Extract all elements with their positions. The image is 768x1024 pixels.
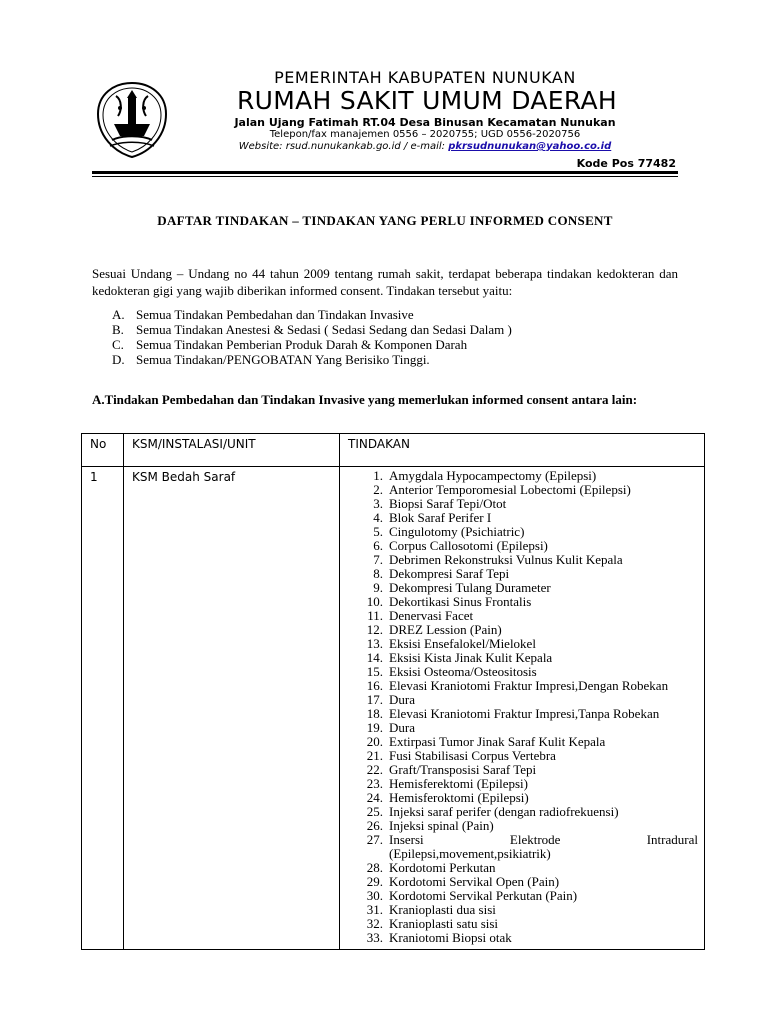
procedure-text: Injeksi saraf perifer (dengan radiofrekuensi) [389,804,619,819]
document-title: DAFTAR TINDAKAN – TINDAKAN YANG PERLU INFORMED CONSENT [157,213,613,228]
procedure-number: 29. [366,874,383,889]
procedure-text: Denervasi Facet [389,608,474,623]
header-no: No [82,434,124,467]
procedure-text: Hemisferoktomi (Epilepsi) [389,790,529,805]
procedure-text: Kordotomi Servikal Perkutan (Pain) [389,888,578,903]
procedure-text: Anterior Temporomesial Lobectomi (Epilepsi) [389,482,631,497]
procedure-number: 1. [373,468,383,483]
intro-text: Sesuai Undang – Undang no 44 tahun 2009 tentang rumah sakit, terdapat beberapa tindakan kedokteran dan kedokteran gigi yang wajib diberikan informed consent. Tindakan tersebut yaitu: [92,266,678,298]
procedure-number: 4. [373,510,383,525]
procedure-text [389,833,698,847]
procedure-text: Kranioplasti dua sisi [389,902,496,917]
procedure-item [340,637,698,651]
procedure-number: 7. [373,552,383,567]
procedures-table [81,433,705,950]
procedure-number: 21. [366,748,383,763]
procedure-text: Fusi Stabilisasi Corpus Vertebra [389,748,556,763]
hospital-telephone: Telepon/fax manajemen 0556 – 2020755; UGD 0556-2020756 [269,129,581,140]
procedure-number: 2. [373,482,383,497]
procedure-number: 3. [373,496,383,511]
procedure-number: 13. [366,636,383,651]
procedure-text: DREZ Lession (Pain) [389,622,502,637]
procedure-number: 16. [366,678,383,693]
procedure-number: 20. [366,734,383,749]
procedure-item [340,735,698,749]
procedure-item [340,903,698,917]
table-header-row [82,434,705,467]
procedure-word: Insersi [389,832,424,847]
procedure-number: 18. [366,706,383,721]
procedure-text: Biopsi Saraf Tepi/Otot [389,496,507,511]
list-item [112,337,512,352]
header-action: TINDAKAN [340,434,705,467]
procedure-text: Eksisi Osteoma/Osteositosis [389,664,537,679]
procedure-text: Dekompresi Tulang Durameter [389,580,551,595]
procedure-text: Kordotomi Perkutan [389,860,496,875]
list-item-text: Semua Tindakan Pembedahan dan Tindakan Invasive [136,307,414,322]
hospital-name: RUMAH SAKIT UMUM DAERAH [236,86,618,115]
procedure-text: Cingulotomy (Psichiatric) [389,524,525,539]
procedure-text: Corpus Callosotomi (Epilepsi) [389,538,548,553]
procedure-item [340,581,698,595]
procedure-item [340,567,698,581]
procedure-text: Extirpasi Tumor Jinak Saraf Kulit Kepala [389,734,606,749]
table-row [82,467,705,950]
list-item [112,322,512,337]
procedure-item [340,511,698,525]
procedure-text: Elevasi Kraniotomi Fraktur Impresi,Tanpa Robekan [389,706,660,721]
procedure-number: 32. [366,916,383,931]
procedure-item [340,791,698,805]
procedure-item [340,875,698,889]
header-unit: KSM/INSTALASI/UNIT [124,434,340,467]
list-marker: A. [112,307,125,322]
procedure-item [340,861,698,875]
procedure-number: 19. [366,720,383,735]
procedure-number: 27. [366,832,383,847]
procedure-item [340,651,698,665]
procedure-number: 30. [366,888,383,903]
procedure-text: Amygdala Hypocampectomy (Epilepsi) [389,468,597,483]
section-heading: A.Tindakan Pembedahan dan Tindakan Invasive yang memerlukan informed consent antara lain: [92,392,638,407]
procedure-text: Blok Saraf Perifer I [389,510,492,525]
procedure-item [340,819,698,833]
procedure-item [340,539,698,553]
consent-category-list [112,307,512,367]
list-marker: C. [112,337,124,352]
procedure-text: Debrimen Rekonstruksi Vulnus Kulit Kepala [389,552,623,567]
procedure-item [340,889,698,903]
procedure-text: Eksisi Kista Jinak Kulit Kepala [389,650,553,665]
procedure-item [340,679,698,693]
list-item-text: Semua Tindakan Anestesi & Sedasi ( Sedasi Sedang dan Sedasi Dalam ) [136,322,512,337]
procedure-number: 10. [366,594,383,609]
website-text: Website: rsud.nunukankab.go.id / e-mail: [238,141,449,152]
procedure-number: 28. [366,860,383,875]
procedure-number: 15. [366,664,383,679]
list-item [112,352,512,367]
procedure-number: 17. [366,692,383,707]
procedure-item [340,525,698,539]
postal-code: Kode Pos 77482 [576,157,676,170]
row-procedures [340,467,705,950]
procedure-item [340,763,698,777]
procedure-item [340,931,698,945]
procedure-item [340,805,698,819]
procedure-item [340,693,698,707]
procedure-text: Dura [389,692,415,707]
government-name: PEMERINTAH KABUPATEN NUNUKAN [274,68,576,87]
procedure-item [340,497,698,511]
list-marker: B. [112,322,124,337]
list-item-text: Semua Tindakan/PENGOBATAN Yang Berisiko Tinggi. [136,352,430,367]
procedure-number: 22. [366,762,383,777]
procedure-text: Dekompresi Saraf Tepi [389,566,510,581]
procedure-text: Elevasi Kraniotomi Fraktur Impresi,Dengan Robekan [389,678,669,693]
procedure-item [340,483,698,497]
procedure-number: 24. [366,790,383,805]
procedure-item [340,665,698,679]
procedure-text: Eksisi Ensefalokel/Mielokel [389,636,536,651]
header-divider-thin [92,176,678,177]
email-link[interactable]: pkrsudnunukan@yahoo.co.id [448,141,612,152]
row-unit: KSM Bedah Saraf [124,467,340,950]
procedure-number: 11. [367,608,383,623]
procedure-item [340,917,698,931]
intro-paragraph [92,265,678,299]
procedure-text: Kraniotomi Biopsi otak [389,930,512,945]
procedure-word: Elektrode [509,832,561,847]
procedure-item [340,833,698,847]
procedure-item [340,707,698,721]
procedure-text-continuation: (Epilepsi,movement,psikiatrik) [389,846,551,861]
procedure-text: Hemisferektomi (Epilepsi) [389,776,528,791]
hospital-address: Jalan Ujang Fatimah RT.04 Desa Binusan Kecamatan Nunukan [234,116,616,129]
procedure-text: Dura [389,720,415,735]
procedure-number: 31. [366,902,383,917]
procedure-item [340,609,698,623]
procedure-number: 26. [366,818,383,833]
procedure-number: 23. [366,776,383,791]
list-item [112,307,512,322]
procedure-text: Kranioplasti satu sisi [389,916,499,931]
procedure-number: 33. [366,930,383,945]
row-number: 1 [82,467,124,950]
procedure-number: 25. [366,804,383,819]
procedure-item [340,721,698,735]
procedure-item [340,595,698,609]
hospital-website [180,141,670,152]
procedure-number: 14. [366,650,383,665]
procedure-word: Intradural [646,832,698,847]
list-marker: D. [112,352,125,367]
procedure-text: Kordotomi Servikal Open (Pain) [389,874,560,889]
procedure-number: 8. [373,566,383,581]
regency-coat-of-arms-icon [92,80,172,160]
procedure-item [340,553,698,567]
procedure-number: 9. [373,580,383,595]
procedure-number: 5. [373,524,383,539]
list-item-text: Semua Tindakan Pemberian Produk Darah & Komponen Darah [136,337,468,352]
procedure-number: 6. [373,538,383,553]
procedure-text: Dekortikasi Sinus Frontalis [389,594,532,609]
procedure-item [340,749,698,763]
header-divider [92,171,678,174]
procedure-text: Graft/Transposisi Saraf Tepi [389,762,537,777]
procedure-number: 12. [366,622,383,637]
procedure-item [340,469,698,483]
procedure-text: Injeksi spinal (Pain) [389,818,494,833]
procedure-item [340,777,698,791]
procedure-item [340,623,698,637]
